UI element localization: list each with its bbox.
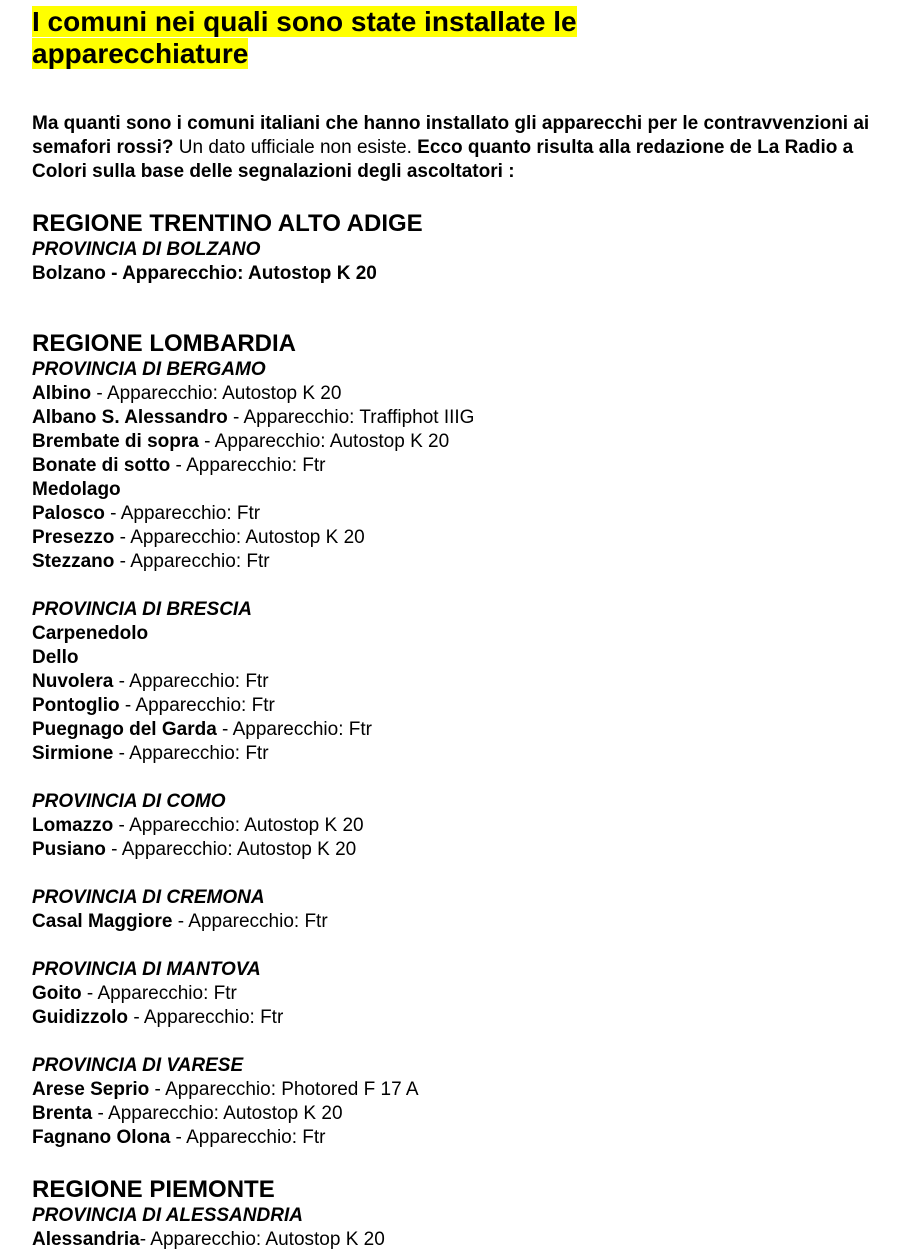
municipality-name: Bonate di sotto	[32, 455, 171, 476]
device-detail: - Apparecchio: Autostop K 20	[198, 431, 450, 452]
region-section	[32, 210, 880, 286]
province-heading: PROVINCIA DI BOLZANO	[32, 239, 261, 260]
device-detail: - Apparecchio: Ftr	[114, 551, 270, 572]
province-heading: PROVINCIA DI CREMONA	[32, 887, 265, 908]
device-detail: - Apparecchio: Ftr	[104, 503, 261, 524]
municipality-entry	[32, 838, 880, 862]
municipality-name: Lomazzo	[32, 815, 114, 836]
municipality-name: Carpenedolo	[32, 623, 149, 644]
municipality-name: Arese Seprio	[32, 1079, 150, 1100]
province-heading: PROVINCIA DI BRESCIA	[32, 599, 252, 620]
municipality-name: Puegnago del Garda	[32, 719, 217, 740]
municipality-name: Fagnano Olona	[32, 1127, 171, 1148]
municipality-name: Pontoglio	[32, 695, 120, 716]
municipality-entry	[32, 478, 880, 502]
municipality-entry	[32, 814, 880, 838]
region-heading: REGIONE TRENTINO ALTO ADIGE	[32, 210, 423, 237]
municipality-entry	[32, 1228, 880, 1252]
region-heading: REGIONE PIEMONTE	[32, 1176, 275, 1203]
municipality-name: Stezzano	[32, 551, 115, 572]
device-detail: - Apparecchio: Autostop K 20	[92, 1103, 343, 1124]
intro-paragraph	[32, 112, 872, 184]
device-detail: - Apparecchio: Ftr	[113, 671, 269, 692]
municipality-entry	[32, 382, 880, 406]
province-section	[32, 358, 880, 574]
municipality-name: Guidizzolo	[32, 1007, 129, 1028]
municipality-name: Medolago	[32, 479, 121, 500]
intro-question: Ma quanti sono i comuni italiani che hanno installato gli apparecchi per le contravvenzioni ai semafori rossi?	[32, 113, 870, 158]
province-section	[32, 1204, 880, 1252]
municipality-list	[32, 910, 880, 934]
municipality-name: Dello	[32, 647, 79, 668]
device-detail: - Apparecchio: Ftr	[113, 743, 269, 764]
municipality-list	[32, 982, 880, 1030]
municipality-list	[32, 262, 880, 286]
municipality-list	[32, 382, 880, 574]
municipality-name: Goito	[32, 983, 82, 1004]
device-detail: - Apparecchio: Photored F 17 A	[149, 1079, 419, 1100]
municipality-name: Albino	[32, 383, 92, 404]
device-detail: - Apparecchio: Autostop K 20	[91, 383, 342, 404]
municipality-list	[32, 814, 880, 862]
page-title-text: I comuni nei quali sono state installate le apparecchiature	[32, 6, 577, 69]
municipality-name: Bolzano - Apparecchio: Autostop K 20	[32, 263, 377, 284]
municipality-list	[32, 1078, 880, 1150]
device-detail: - Apparecchio: Ftr	[216, 719, 372, 740]
province-section	[32, 958, 880, 1030]
municipality-entry	[32, 646, 880, 670]
intro-source: Ecco quanto risulta alla redazione de La Radio a Colori sulla base delle segnalazioni degli ascoltatori :	[32, 137, 854, 182]
device-detail: - Apparecchio: Autostop K 20	[113, 815, 364, 836]
province-section	[32, 598, 880, 766]
device-detail: - Apparecchio: Ftr	[119, 695, 275, 716]
device-detail: - Apparecchio: Autostop K 20	[114, 527, 365, 548]
municipality-entry	[32, 1006, 880, 1030]
municipality-name: Brembate di sopra	[32, 431, 199, 452]
municipality-entry	[32, 670, 880, 694]
municipality-list	[32, 1228, 880, 1252]
device-detail: - Apparecchio: Ftr	[172, 911, 328, 932]
municipality-entry	[32, 1126, 880, 1150]
province-heading: PROVINCIA DI MANTOVA	[32, 959, 261, 980]
province-heading: PROVINCIA DI ALESSANDRIA	[32, 1205, 303, 1226]
municipality-name: Presezzo	[32, 527, 115, 548]
device-detail: - Apparecchio: Ftr	[81, 983, 237, 1004]
municipality-name: Casal Maggiore	[32, 911, 173, 932]
intro-note: Un dato ufficiale non esiste.	[173, 137, 418, 158]
municipality-name: Albano S. Alessandro	[32, 407, 228, 428]
municipality-entry	[32, 430, 880, 454]
municipality-entry	[32, 406, 880, 430]
region-section	[32, 1176, 880, 1252]
municipality-entry	[32, 982, 880, 1006]
device-detail: - Apparecchio: Autostop K 20	[105, 839, 357, 860]
province-section	[32, 1054, 880, 1150]
municipality-entry	[32, 694, 880, 718]
municipality-entry	[32, 454, 880, 478]
page-title	[32, 6, 672, 70]
region-heading: REGIONE LOMBARDIA	[32, 330, 296, 357]
municipality-name: Pusiano	[32, 839, 106, 860]
municipality-entry	[32, 1078, 880, 1102]
municipality-name: Brenta	[32, 1103, 93, 1124]
device-detail: - Apparecchio: Autostop K 20	[139, 1229, 385, 1250]
device-detail: - Apparecchio: Traffiphot IIIG	[227, 407, 475, 428]
province-heading: PROVINCIA DI COMO	[32, 791, 226, 812]
municipality-entry	[32, 910, 880, 934]
regions-list	[32, 210, 880, 1252]
municipality-entry	[32, 742, 880, 766]
device-detail: - Apparecchio: Ftr	[170, 1127, 326, 1148]
municipality-entry	[32, 622, 880, 646]
municipality-entry	[32, 1102, 880, 1126]
province-section	[32, 886, 880, 934]
region-section	[32, 330, 880, 1150]
device-detail: - Apparecchio: Ftr	[128, 1007, 284, 1028]
province-heading: PROVINCIA DI VARESE	[32, 1055, 244, 1076]
municipality-name: Sirmione	[32, 743, 114, 764]
municipality-list	[32, 622, 880, 766]
province-heading: PROVINCIA DI BERGAMO	[32, 359, 266, 380]
municipality-name: Palosco	[32, 503, 105, 524]
municipality-name: Nuvolera	[32, 671, 114, 692]
municipality-entry	[32, 550, 880, 574]
province-section	[32, 238, 880, 286]
municipality-entry	[32, 262, 880, 286]
province-section	[32, 790, 880, 862]
municipality-name: Alessandria	[32, 1229, 140, 1250]
municipality-entry	[32, 502, 880, 526]
device-detail: - Apparecchio: Ftr	[170, 455, 326, 476]
municipality-entry	[32, 718, 880, 742]
municipality-entry	[32, 526, 880, 550]
